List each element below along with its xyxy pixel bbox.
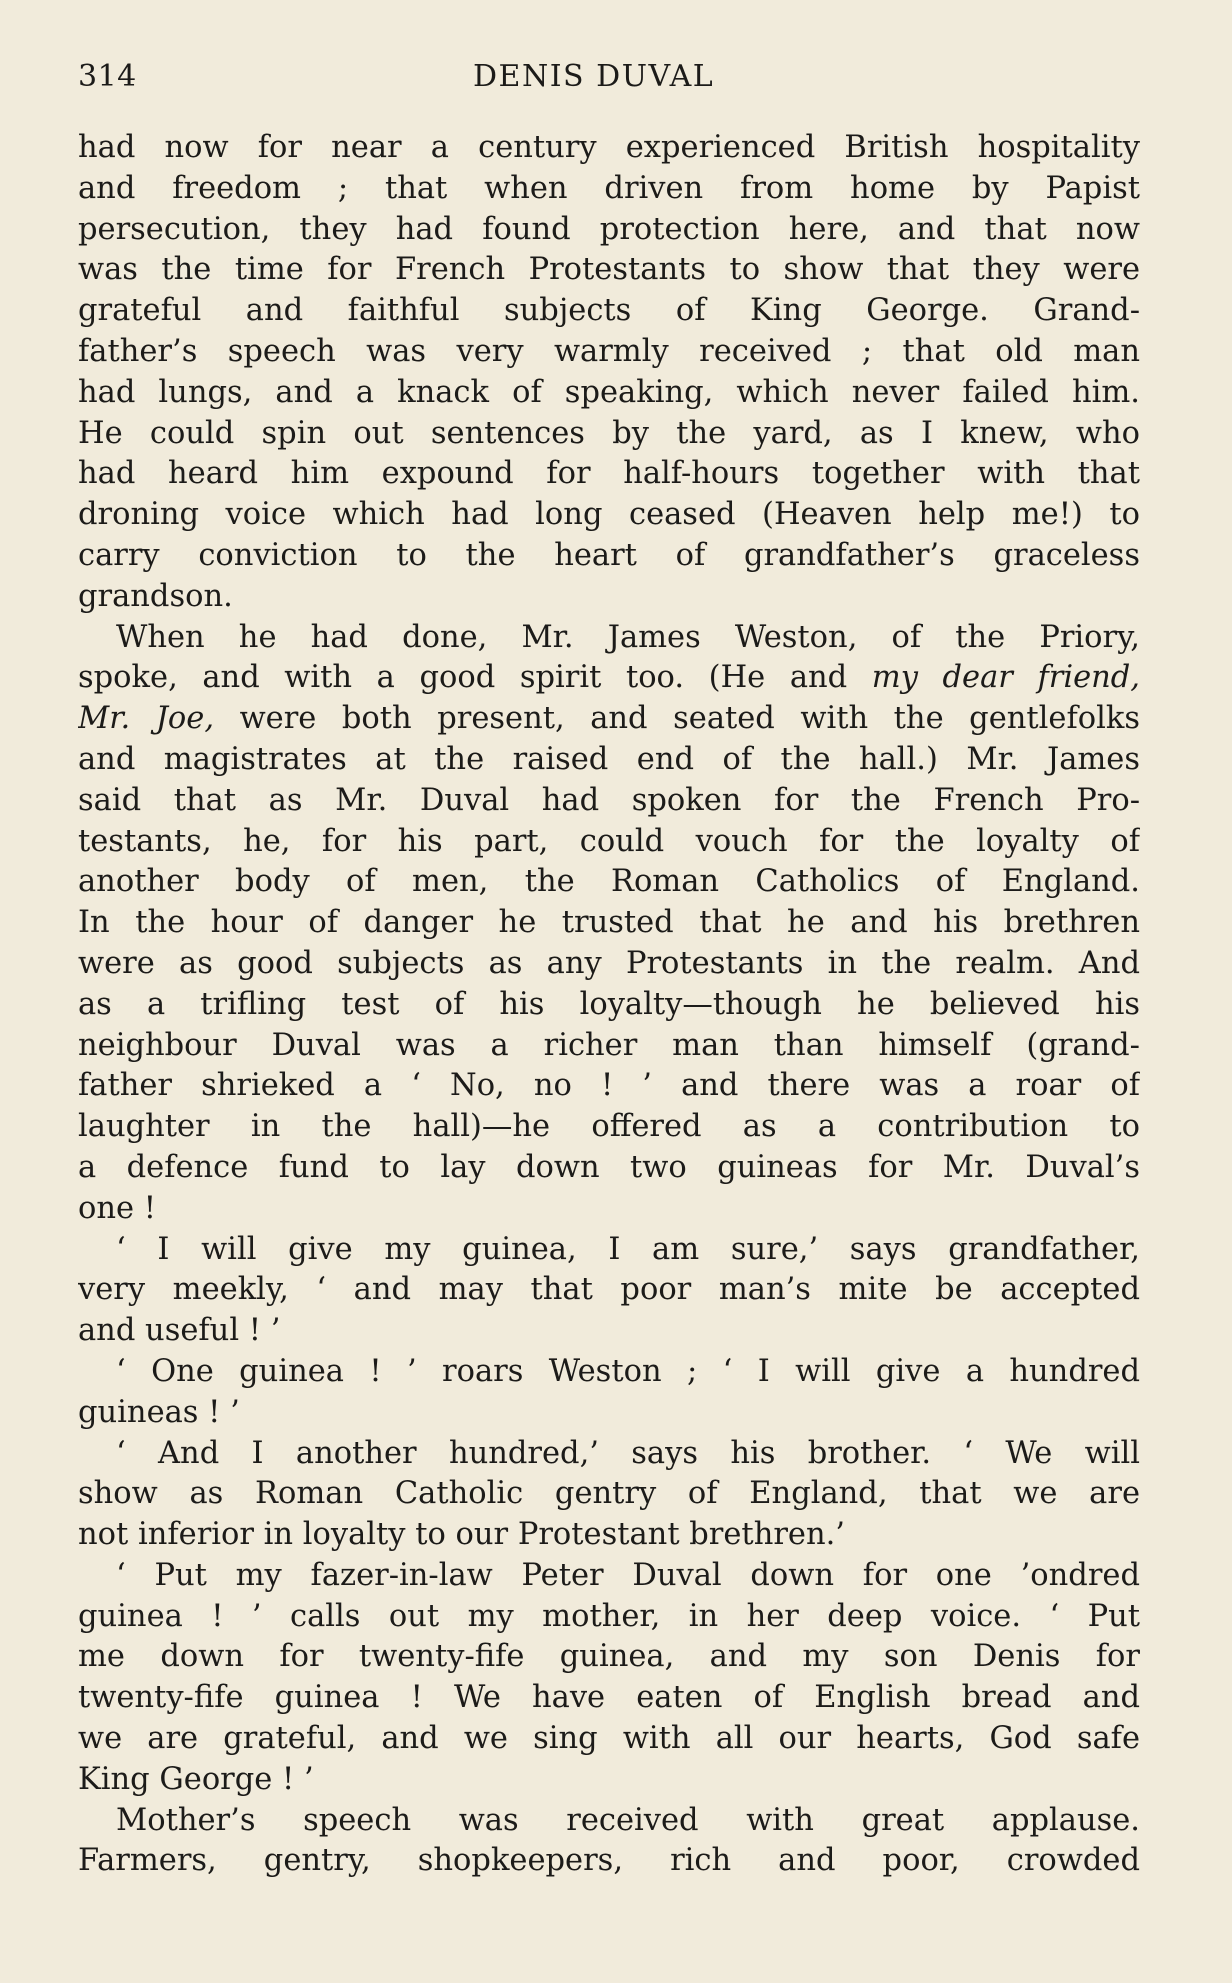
text-line: grandson. xyxy=(78,578,233,614)
italic-phrase: Mr. Joe, xyxy=(78,701,215,737)
paragraph-start-line: Mother’s speech was received with great applause. xyxy=(116,1802,1140,1838)
text-line: testants, he, for his part, could vouch for the loyalty of xyxy=(78,823,1140,859)
text-line: He could spin out sentences by the yard, as I knew, who xyxy=(78,415,1140,451)
page-number: 314 xyxy=(78,59,137,94)
text-line: me down for twenty-fife guinea, and my son Denis for xyxy=(78,1639,1140,1675)
paragraph-start-line: ‘ And I another hundred,’ says his brother. ‘ We will xyxy=(116,1435,1140,1471)
text-fragment: were both present, and seated with the gentlefolks xyxy=(214,701,1140,737)
running-title: DENIS DUVAL xyxy=(473,59,715,94)
text-line: grateful and faithful subjects of King George. Grand- xyxy=(78,293,1140,329)
body-text xyxy=(78,128,1140,1882)
text-line: persecution, they had found protection here, and that now xyxy=(78,211,1140,247)
text-line: we are grateful, and we sing with all our hearts, God safe xyxy=(78,1721,1140,1757)
text-line: droning voice which had long ceased (Heaven help me!) to xyxy=(78,497,1140,533)
text-line: guinea ! ’ calls out my mother, in her deep voice. ‘ Put xyxy=(78,1598,1140,1634)
text-line: had heard him expound for half-hours together with that xyxy=(78,456,1140,492)
text-line: one ! xyxy=(78,1190,157,1226)
text-line: said that as Mr. Duval had spoken for the French Pro- xyxy=(78,782,1140,818)
text-line: a defence fund to lay down two guineas for Mr. Duval’s xyxy=(78,1149,1140,1185)
text-line: very meekly, ‘ and may that poor man’s mite be accepted xyxy=(78,1272,1140,1308)
text-line: King George ! ’ xyxy=(78,1761,314,1797)
paragraph-start-line: ‘ One guinea ! ’ roars Weston ; ‘ I will give a hundred xyxy=(116,1353,1140,1389)
text-line: and useful ! ’ xyxy=(78,1313,281,1349)
text-line: and magistrates at the raised end of the hall.) Mr. James xyxy=(78,741,1140,777)
text-line: Farmers, gentry, shopkeepers, rich and poor, crowded xyxy=(78,1843,1140,1879)
text-line: twenty-fife guinea ! We have eaten of English bread and xyxy=(78,1680,1140,1716)
page-header xyxy=(78,52,1140,102)
paragraph-start-line: ‘ Put my fazer-in-law Peter Duval down for one ’ondred xyxy=(116,1557,1140,1593)
text-fragment: spoke, and with a good spirit too. (He and xyxy=(78,660,872,696)
text-line: and freedom ; that when driven from home by Papist xyxy=(78,170,1140,206)
text-line: father shrieked a ‘ No, no ! ’ and there was a roar of xyxy=(78,1068,1140,1104)
text-line: was the time for French Protestants to show that they were xyxy=(78,252,1140,288)
text-line: had now for near a century experienced British hospitality xyxy=(78,130,1140,165)
paragraph-start-line: When he had done, Mr. James Weston, of the Priory, xyxy=(116,619,1140,655)
text-line: carry conviction to the heart of grandfather’s graceless xyxy=(78,537,1140,573)
text-line: In the hour of danger he trusted that he and his brethren xyxy=(78,905,1140,941)
text-line: were as good subjects as any Protestants in the realm. And xyxy=(78,945,1140,981)
text-line: father’s speech was very warmly received ; that old man xyxy=(78,333,1140,369)
italic-phrase: my dear friend, xyxy=(871,660,1140,696)
text-line: neighbour Duval was a richer man than himself (grand- xyxy=(78,1027,1140,1063)
text-line: another body of men, the Roman Catholics of England. xyxy=(78,864,1140,900)
text-line: guineas ! ’ xyxy=(78,1394,240,1430)
text-line-with-italic xyxy=(78,658,1140,699)
text-line: as a trifling test of his loyalty—though he believed his xyxy=(78,986,1140,1022)
text-line: had lungs, and a knack of speaking, which never failed him. xyxy=(78,374,1140,410)
text-line-with-italic xyxy=(78,699,1140,740)
text-line: show as Roman Catholic gentry of England, that we are xyxy=(78,1476,1140,1512)
text-line: laughter in the hall)—he offered as a contribution to xyxy=(78,1109,1140,1145)
paragraph-start-line: ‘ I will give my guinea, I am sure,’ says grandfather, xyxy=(116,1231,1140,1267)
text-line: not inferior in loyalty to our Protestant brethren.’ xyxy=(78,1517,845,1553)
